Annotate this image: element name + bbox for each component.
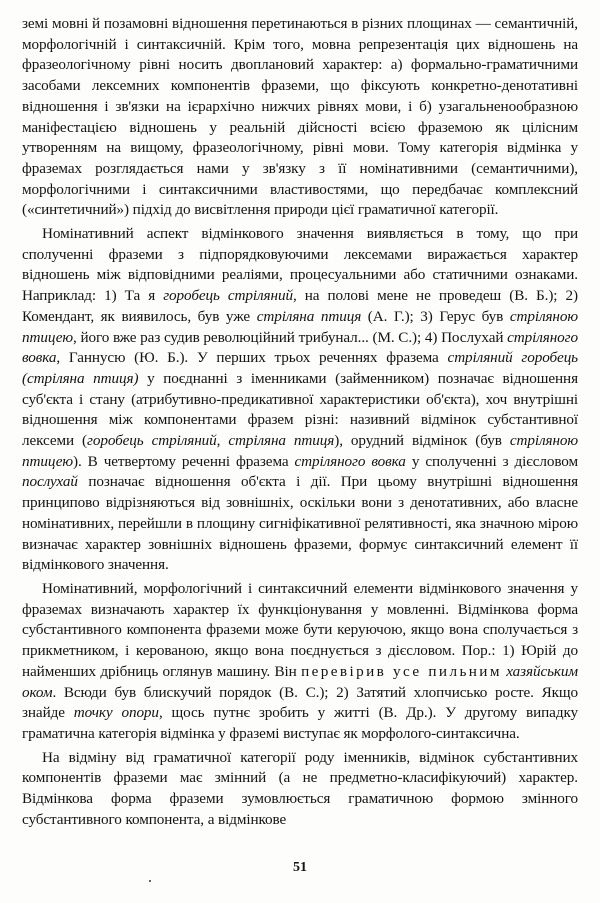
- italic-phrase: стріляною птицею: [22, 307, 578, 346]
- spaced-emphasis: перевірив усе пильним: [301, 662, 502, 680]
- paragraph: [22, 224, 578, 576]
- page-number: 51: [293, 860, 307, 875]
- text-run: На відміну від граматичної категорії роду іменників, відмінок субстантивних компонентів фраземи має змінний (а не предметно-класифікуючий) характер. Відмінкова форма фраземи зумовлюється граматичною формою змінного субстантивного компонента, а відмінкове: [22, 748, 578, 828]
- paragraph: [22, 579, 578, 745]
- text-run: позначає відношення об'єкта і дії. При цьому внутрішні відношення принципово відрізняються від зовнішніх, оскільки вони з денотативних, або власне номінативних, перейшли в площину сигніфікативної релятивності, яка значною мірою визначає характер зовнішніх відношень фраземи, формує синтаксичний елемент її відмінкового значення.: [22, 473, 578, 574]
- italic-phrase: стріляний горобець (стріляна птиця): [22, 349, 578, 387]
- italic-phrase: послухай: [22, 473, 78, 491]
- italic-phrase: хазяйським оком: [22, 662, 578, 701]
- italic-phrase: стріляна птиця: [256, 307, 362, 325]
- text-run: (А. Г.); 3) Герус був: [361, 307, 510, 325]
- italic-phrase: стріляною птицею: [22, 432, 578, 470]
- text-run: Номінативний аспект відмінкового значення виявляється в тому, що при сполученні фраземи з підпорядковуючими лексемами виражається характер відношень між відповідними реаліями, процесуальними або статичними ознаками. Наприклад: 1) Та я: [22, 225, 578, 305]
- italic-phrase: стріляного вовка: [294, 452, 406, 470]
- italic-phrase: стріляна птиця: [228, 432, 335, 450]
- italic-phrase: стріляного вовка: [22, 328, 578, 367]
- text-run: ), орудний відмінок (був: [334, 432, 510, 450]
- page-body: [22, 14, 578, 830]
- paragraph: [22, 748, 578, 831]
- scan-speck: [149, 880, 151, 882]
- text-run: у поєднанні з іменниками (займенником) позначає відношення суб'єкта і стану (атрибутивно-предикативної характеристики об'єкта), хоч внутрішні відношення між компонентами фразем різні: називний відмінок субстантивної лексеми (: [22, 369, 578, 450]
- text-run: Номінативний, морфологічний і синтаксичний елементи відмінкового значення у фраземах визначають характер їх функціонування у мовленні. Відмінкова форма субстантивного компонента фраземи може бути керуючою, якщо вона сполучається з прикметником, і керованою, якщо вона поєднується з дієсловом. Пор.: 1) Юрій до найменших дрібниць оглянув машину. Він: [22, 579, 578, 680]
- text-run: , щось путнє зробить у житті (В. Др.). У другому випадку граматична категорія відмінка у фраземі виступає як морфолого-синтаксична.: [22, 704, 578, 742]
- italic-phrase: горобець стріляний: [163, 287, 293, 305]
- text-run: у сполученні з дієсловом: [405, 452, 579, 470]
- text-run: , на полові мене не проведеш (В. Б.); 2) Комендант, як виявилось, був уже: [22, 287, 578, 325]
- italic-phrase: горобець стріляний: [87, 432, 217, 450]
- text-run: . Всюди був блискучий порядок (В. С.); 2) Затятий хлопчисько росте. Якщо знайде: [22, 683, 578, 722]
- italic-phrase: точку опори: [73, 704, 159, 722]
- text-run: ,: [216, 432, 229, 450]
- text-run: ). В четвертому реченні фразема: [72, 452, 295, 470]
- text-run: , його вже раз судив революційний трибунал... (М. С.); 4) Послухай: [72, 328, 508, 346]
- text-run: , Ганнусю (Ю. Б.). У перших трьох реченнях фразема: [56, 349, 448, 367]
- text-run: земі мовні й позамовні відношення перетинаються в різних площинах — семантичній, морфологічній і синтаксичній. Крім того, мовна репрезентація цих відношень на фразеологічному рівні носить двоплановий характер: а) формально-граматичними засобами лексемних компонентів фраземи, що фіксують конкретно-денотативні відношення і зв'язки на ієрархічно нижчих рівнях мови, і б) узагальненообразною маніфестацією відношень у реальній дійсності всією фраземою як цілісним утворенням на вищому, фразеологічному, рівні мови. Тому категорія відмінка у фраземах розглядається нами у зв'язку з її номінативними (семантичними), морфологічними і синтаксичними властивостями, що передбачає комплексний («синтетичний») підхід до висвітлення природи цієї граматичної категорії.: [22, 15, 578, 219]
- paragraph: [22, 14, 578, 221]
